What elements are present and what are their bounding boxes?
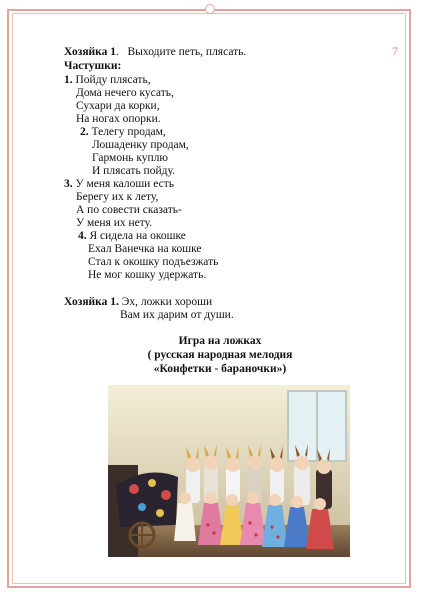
verse-3-line-3: А по совести сказать- (76, 204, 182, 216)
verse-4-number: 4 (78, 230, 84, 242)
outro-line-1: Хозяйка 1. Эх, ложки хороши (64, 296, 213, 308)
chastushki-heading: Частушки: (64, 60, 122, 72)
intro-line (64, 46, 246, 59)
verse-3-line-2: Берегу их к лету, (76, 191, 159, 203)
border-ornament (205, 4, 215, 14)
game-melody: «Конфетки - бараночки») (153, 363, 287, 375)
verse-2-line-1: 2. Телегу продам, (80, 126, 166, 138)
outro-speaker: Хозяйка 1. (64, 296, 119, 308)
verse-1-line-1: 1. Пойду плясать, (64, 74, 151, 86)
verse-3-line-1: 3. У меня калоши есть (64, 178, 174, 190)
intro-dot: . (116, 46, 119, 58)
verse-1-line-3: Сухари да корки, (76, 100, 160, 112)
verse-2-line-4: И плясать пойду. (92, 165, 175, 177)
game-title: Игра на ложках (178, 335, 262, 347)
verse-1-line-2: Дома нечего кусать, (76, 87, 174, 99)
verse-4-line-2: Ехал Ванечка на кошке (88, 243, 202, 255)
verse-1-number: 1 (64, 74, 70, 86)
verse-2-line-3: Гармонь куплю (92, 152, 169, 164)
verse-2-number: 2 (80, 126, 86, 138)
verse-1-line-4: На ногах опорки. (76, 113, 161, 125)
verse-3-number: 3 (64, 178, 70, 190)
page-number: 7 (392, 44, 398, 58)
children-performance-photo (108, 385, 350, 557)
intro-speaker: Хозяйка 1 (64, 46, 116, 58)
outro-line-2: Вам их дарим от души. (120, 309, 234, 321)
verse-2-line-2: Лошаденку продам, (92, 139, 189, 151)
verse-4-line-4: Не мог кошку удержать. (88, 269, 207, 281)
verse-4-line-3: Стал к окошку подъезжать (88, 256, 219, 268)
verse-4-line-1: 4. Я сидела на окошке (78, 230, 186, 242)
intro-text: Выходите петь, плясать. (127, 46, 247, 58)
game-subtitle: ( русская народная мелодия (147, 349, 293, 361)
verse-3-line-4: У меня их нету. (76, 217, 153, 229)
